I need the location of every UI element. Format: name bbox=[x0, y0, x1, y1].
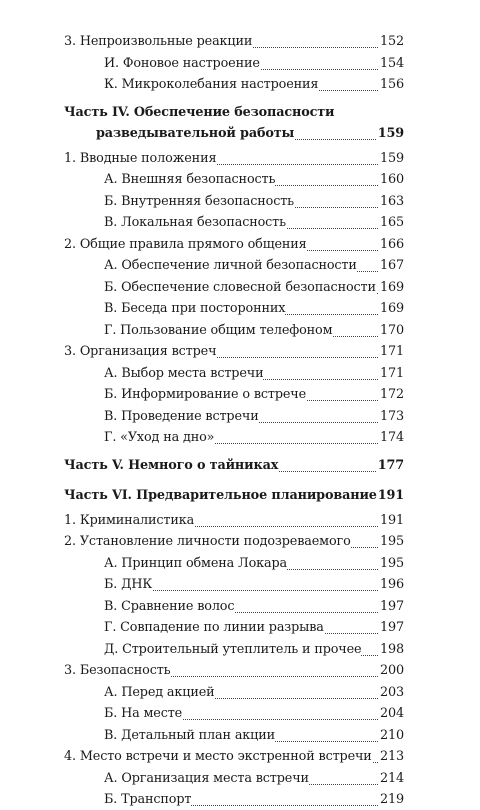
toc-entry-title: 1. Криминалистика bbox=[64, 511, 194, 531]
toc-page-number: 197 bbox=[379, 597, 404, 617]
toc-entry-title: В. Беседа при посторонних bbox=[104, 299, 285, 319]
toc-entry-title: Б. Обеспечение словесной безопасности bbox=[104, 278, 376, 298]
toc-entry-title: Б. Транспорт bbox=[104, 790, 191, 810]
toc-subsection-entry bbox=[0, 790, 480, 810]
toc-page-number: 159 bbox=[377, 124, 404, 144]
toc-subsection-entry bbox=[0, 75, 480, 95]
toc-subsection-entry bbox=[0, 299, 480, 319]
toc-page-number: 160 bbox=[379, 170, 404, 190]
toc-entry-title: В. Сравнение волос bbox=[104, 597, 234, 617]
toc-subsection-entry bbox=[0, 321, 480, 341]
toc-entry-title: А. Организация места встречи bbox=[104, 769, 309, 789]
toc-section-entry bbox=[0, 149, 480, 169]
toc-page-number: 170 bbox=[379, 321, 404, 341]
toc-page-number: 163 bbox=[379, 192, 404, 212]
toc-subsection-entry bbox=[0, 407, 480, 427]
dot-leader bbox=[112, 589, 380, 591]
toc-page-number: 219 bbox=[379, 790, 404, 810]
toc-page-number: 191 bbox=[379, 511, 404, 531]
toc-entry-title: И. Фоновое настроение bbox=[104, 54, 260, 74]
toc-subsection-entry bbox=[0, 575, 480, 595]
toc-subsection-entry bbox=[0, 364, 480, 384]
toc-subsection-entry bbox=[0, 726, 480, 746]
toc-entry-title: Б. На месте bbox=[104, 704, 182, 724]
toc-entry-title: Часть IV. Обеспечение безопасности bbox=[64, 103, 334, 123]
toc-page-number: 191 bbox=[377, 486, 404, 506]
toc-page-number: 154 bbox=[379, 54, 404, 74]
toc-subsection-entry bbox=[0, 683, 480, 703]
toc-page-number: 152 bbox=[379, 32, 404, 52]
toc-entry-title: А. Выбор места встречи bbox=[104, 364, 263, 384]
toc-page-number: 165 bbox=[379, 213, 404, 233]
toc-subsection-entry bbox=[0, 428, 480, 448]
toc-entry-title: В. Локальная безопасность bbox=[104, 213, 286, 233]
toc-subsection-entry bbox=[0, 256, 480, 276]
toc-entry-title: Часть VI. Предварительное планирование bbox=[64, 486, 377, 506]
toc-subsection-entry bbox=[0, 385, 480, 405]
toc-page-number: 167 bbox=[379, 256, 404, 276]
toc-section-entry bbox=[0, 747, 480, 767]
toc-page-number: 203 bbox=[379, 683, 404, 703]
toc-entry-title: 3. Непроизвольные реакции bbox=[64, 32, 252, 52]
toc-entry-title: А. Внешняя безопасность bbox=[104, 170, 275, 190]
toc-entry-title: Г. Пользование общим телефоном bbox=[104, 321, 332, 341]
toc-section-entry bbox=[0, 235, 480, 255]
toc-section-entry bbox=[0, 32, 480, 52]
toc-subsection-entry bbox=[0, 213, 480, 233]
toc-entry-title: А. Перед акцией bbox=[104, 683, 215, 703]
toc-entry-title: Г. Совпадение по линии разрыва bbox=[104, 618, 324, 638]
toc-subsection-entry bbox=[0, 704, 480, 724]
toc-section-entry bbox=[0, 532, 480, 552]
toc-page-number: 213 bbox=[379, 747, 404, 767]
toc-page-number: 195 bbox=[379, 554, 404, 574]
toc-page-number: 174 bbox=[379, 428, 404, 448]
toc-part-entry bbox=[0, 456, 480, 476]
toc-page-number: 171 bbox=[379, 342, 404, 362]
toc-page-number: 200 bbox=[379, 661, 404, 681]
toc-entry-title: К. Микроколебания настроения bbox=[104, 75, 318, 95]
toc-entry-title: В. Проведение встречи bbox=[104, 407, 259, 427]
toc-entry-title: Б. Внутренняя безопасность bbox=[104, 192, 294, 212]
toc-part-entry bbox=[0, 124, 480, 144]
toc-subsection-entry bbox=[0, 769, 480, 789]
toc-entry-title: А. Принцип обмена Локара bbox=[104, 554, 287, 574]
toc-page-number: 159 bbox=[379, 149, 404, 169]
toc-subsection-entry bbox=[0, 192, 480, 212]
toc-page-number: 197 bbox=[379, 618, 404, 638]
toc-subsection-entry bbox=[0, 170, 480, 190]
toc-page-number: 210 bbox=[379, 726, 404, 746]
toc-page-number: 169 bbox=[379, 278, 404, 298]
toc-entry-title: 3. Организация встреч bbox=[64, 342, 216, 362]
toc-entry-title: 3. Безопасность bbox=[64, 661, 170, 681]
toc-section-entry bbox=[0, 511, 480, 531]
toc-page-number: 173 bbox=[379, 407, 404, 427]
toc-part-entry bbox=[0, 486, 480, 506]
toc-page-number: 156 bbox=[379, 75, 404, 95]
toc-entry-title: 1. Вводные положения bbox=[64, 149, 216, 169]
toc-entry-title: Д. Строительный утеплитель и прочее bbox=[104, 640, 361, 660]
toc-entry-title: Г. «Уход на дно» bbox=[104, 428, 214, 448]
toc-entry-title: Б. ДНК bbox=[104, 575, 152, 595]
toc-entry-title: разведывательной работы bbox=[96, 124, 294, 144]
toc-page-number: 172 bbox=[379, 385, 404, 405]
toc-entry-title: Б. Информирование о встрече bbox=[104, 385, 306, 405]
toc-page-number: 166 bbox=[379, 235, 404, 255]
toc-entry-title: 2. Общие правила прямого общения bbox=[64, 235, 307, 255]
toc-page-number: 196 bbox=[379, 575, 404, 595]
toc-subsection-entry bbox=[0, 278, 480, 298]
toc-page-number: 195 bbox=[379, 532, 404, 552]
toc-entry-title: Часть V. Немного о тайниках bbox=[64, 456, 278, 476]
toc-page-number: 204 bbox=[379, 704, 404, 724]
toc-subsection-entry bbox=[0, 554, 480, 574]
toc-subsection-entry bbox=[0, 597, 480, 617]
toc-page-number: 169 bbox=[379, 299, 404, 319]
toc-page-number: 177 bbox=[377, 456, 404, 476]
toc-page-number: 198 bbox=[379, 640, 404, 660]
toc-subsection-entry bbox=[0, 618, 480, 638]
toc-part-entry bbox=[0, 103, 480, 123]
toc-entry-title: А. Обеспечение личной безопасности bbox=[104, 256, 357, 276]
toc-entry-title: В. Детальный план акции bbox=[104, 726, 275, 746]
toc-section-entry bbox=[0, 342, 480, 362]
toc-entry-title: 4. Место встречи и место экстренной встречи bbox=[64, 747, 372, 767]
toc-page-number: 171 bbox=[379, 364, 404, 384]
toc-subsection-entry bbox=[0, 54, 480, 74]
toc-page-number: 214 bbox=[379, 769, 404, 789]
toc-section-entry bbox=[0, 661, 480, 681]
toc-entry-title: 2. Установление личности подозреваемого bbox=[64, 532, 351, 552]
